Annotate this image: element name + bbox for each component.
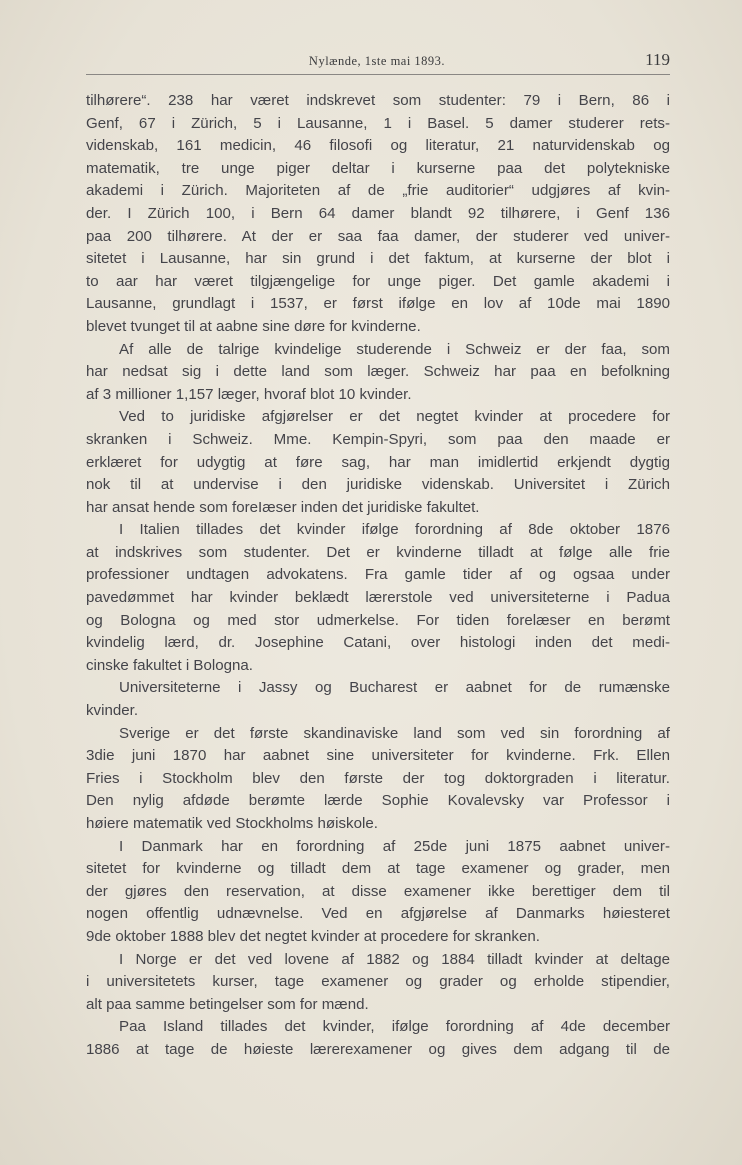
text-line: I Italien tillades det kvinder ifølge forordning af 8de oktober 1876 bbox=[119, 521, 670, 539]
text-line: har nedsat sig i dette land som læger. Schweiz har paa en befolkning bbox=[86, 363, 670, 381]
text-line: sitetet i Lausanne, har sin grund i det faktum, at kurserne der blot i bbox=[86, 250, 670, 268]
text-line: nogen offentlig udnævnelse. Ved en afgjørelse af Danmarks høiesteret bbox=[86, 905, 670, 923]
text-line: I Danmark har en forordning af 25de juni 1875 aabnet univer- bbox=[119, 837, 670, 855]
text-line: Af alle de talrige kvindelige studerende i Schweiz er der faa, som bbox=[119, 340, 670, 358]
running-title: Nylænde, 1ste mai 1893. bbox=[308, 54, 446, 68]
text-line: kvindelig lærd, dr. Josephine Catani, over histologi inden det medi- bbox=[86, 634, 670, 652]
text-line: tilhørere“. 238 har været indskrevet som studenter: 79 i Bern, 86 i bbox=[86, 92, 670, 109]
text-line: i universitetets kurser, tage examener og grader og erholde stipendier, bbox=[86, 973, 670, 991]
text-line: og Bologna og med stor udmerkelse. For tiden forelæser en berømt bbox=[86, 611, 670, 629]
text-line: erklæret for udygtig at føre sag, har man imidlertid erkjendt dygtig bbox=[86, 453, 670, 471]
text-line: at indskrives som studenter. Det er kvinderne tilladt at følge alle frie bbox=[86, 543, 670, 561]
text-line: blevet tvunget til at aabne sine døre for kvinderne. bbox=[86, 317, 421, 335]
text-line: paa 200 tilhørere. At der er saa faa damer, der studerer ved univer- bbox=[86, 227, 670, 245]
text-line: Universiteterne i Jassy og Bucharest er aabnet for de rumænske bbox=[119, 679, 670, 697]
text-line: Sverige er det første skandinaviske land som ved sin forordning af bbox=[119, 724, 670, 742]
text-line: nok til at undervise i den juridiske videnskab. Universitet i Zürich bbox=[86, 476, 670, 494]
text-line: akademi i Zürich. Majoriteten af de „frie auditorier“ udgjøres af kvin- bbox=[86, 182, 670, 200]
text-line: Paa Island tillades det kvinder, ifølge forordning af 4de december bbox=[119, 1018, 670, 1036]
text-line: 1886 at tage de høieste lærerexamener og gives dem adgang til de bbox=[86, 1040, 670, 1058]
text-line: Lausanne, grundlagt i 1537, er først ifølge en lov af 10de mai 1890 bbox=[86, 295, 670, 313]
text-line: Fries i Stockholm blev den første der tog doktorgraden i literatur. bbox=[86, 769, 670, 787]
page-number: 119 bbox=[645, 50, 670, 69]
text-line: Ved to juridiske afgjørelser er det negtet kvinder at procedere for bbox=[119, 408, 670, 426]
text-line: høiere matematik ved Stockholms høiskole. bbox=[86, 815, 378, 832]
running-header bbox=[84, 50, 670, 80]
text-line: Den nylig afdøde berømte lærde Sophie Kovalevsky var Professor i bbox=[86, 792, 670, 810]
text-line: skranken i Schweiz. Mme. Kempin-Spyri, som paa den maade er bbox=[86, 430, 670, 448]
text-line: I Norge er det ved lovene af 1882 og 1884 tilladt kvinder at deltage bbox=[119, 950, 670, 968]
header-rule bbox=[86, 74, 670, 75]
text-line: sitetet for kvinderne og tilladt dem at tage examener og grader, men bbox=[86, 860, 670, 878]
text-line: der gjøres den reservation, at disse examener ikke berettiger dem til bbox=[86, 882, 670, 900]
text-line: professioner undtagen advokatens. Fra gamle tider af og ogsaa under bbox=[86, 566, 670, 584]
text-line: har ansat hende som foreIæser inden det juridiske fakultet. bbox=[86, 498, 480, 516]
text-line: alt paa samme betingelser som for mænd. bbox=[86, 995, 369, 1013]
text-line: Genf, 67 i Zürich, 5 i Lausanne, 1 i Basel. 5 damer studerer rets- bbox=[86, 114, 670, 132]
text-line: af 3 millioner 1,157 læger, hvoraf blot 10 kvinder. bbox=[86, 385, 412, 403]
body-text bbox=[86, 90, 670, 1062]
text-line: to aar har været tilgjængelige for unge piger. Det gamle akademi i bbox=[86, 272, 670, 290]
text-line: cinske fakultet i Bologna. bbox=[86, 656, 253, 674]
text-line: pavedømmet har kvinder beklædt lærerstole ved universiteterne i Padua bbox=[86, 589, 670, 607]
text-line: matematik, tre unge piger deltar i kurserne paa det polytekniske bbox=[86, 159, 670, 177]
text-line: 3die juni 1870 har aabnet sine universiteter for kvinderne. Frk. Ellen bbox=[86, 747, 670, 765]
text-line: kvinder. bbox=[86, 702, 139, 720]
text-line: 9de oktober 1888 blev det negtet kvinder at procedere for skranken. bbox=[86, 927, 540, 945]
text-line: videnskab, 161 medicin, 46 filosofi og literatur, 21 naturvidenskab og bbox=[86, 137, 670, 155]
text-line: der. I Zürich 100, i Bern 64 damer blandt 92 tilhørere, i Genf 136 bbox=[86, 204, 670, 222]
